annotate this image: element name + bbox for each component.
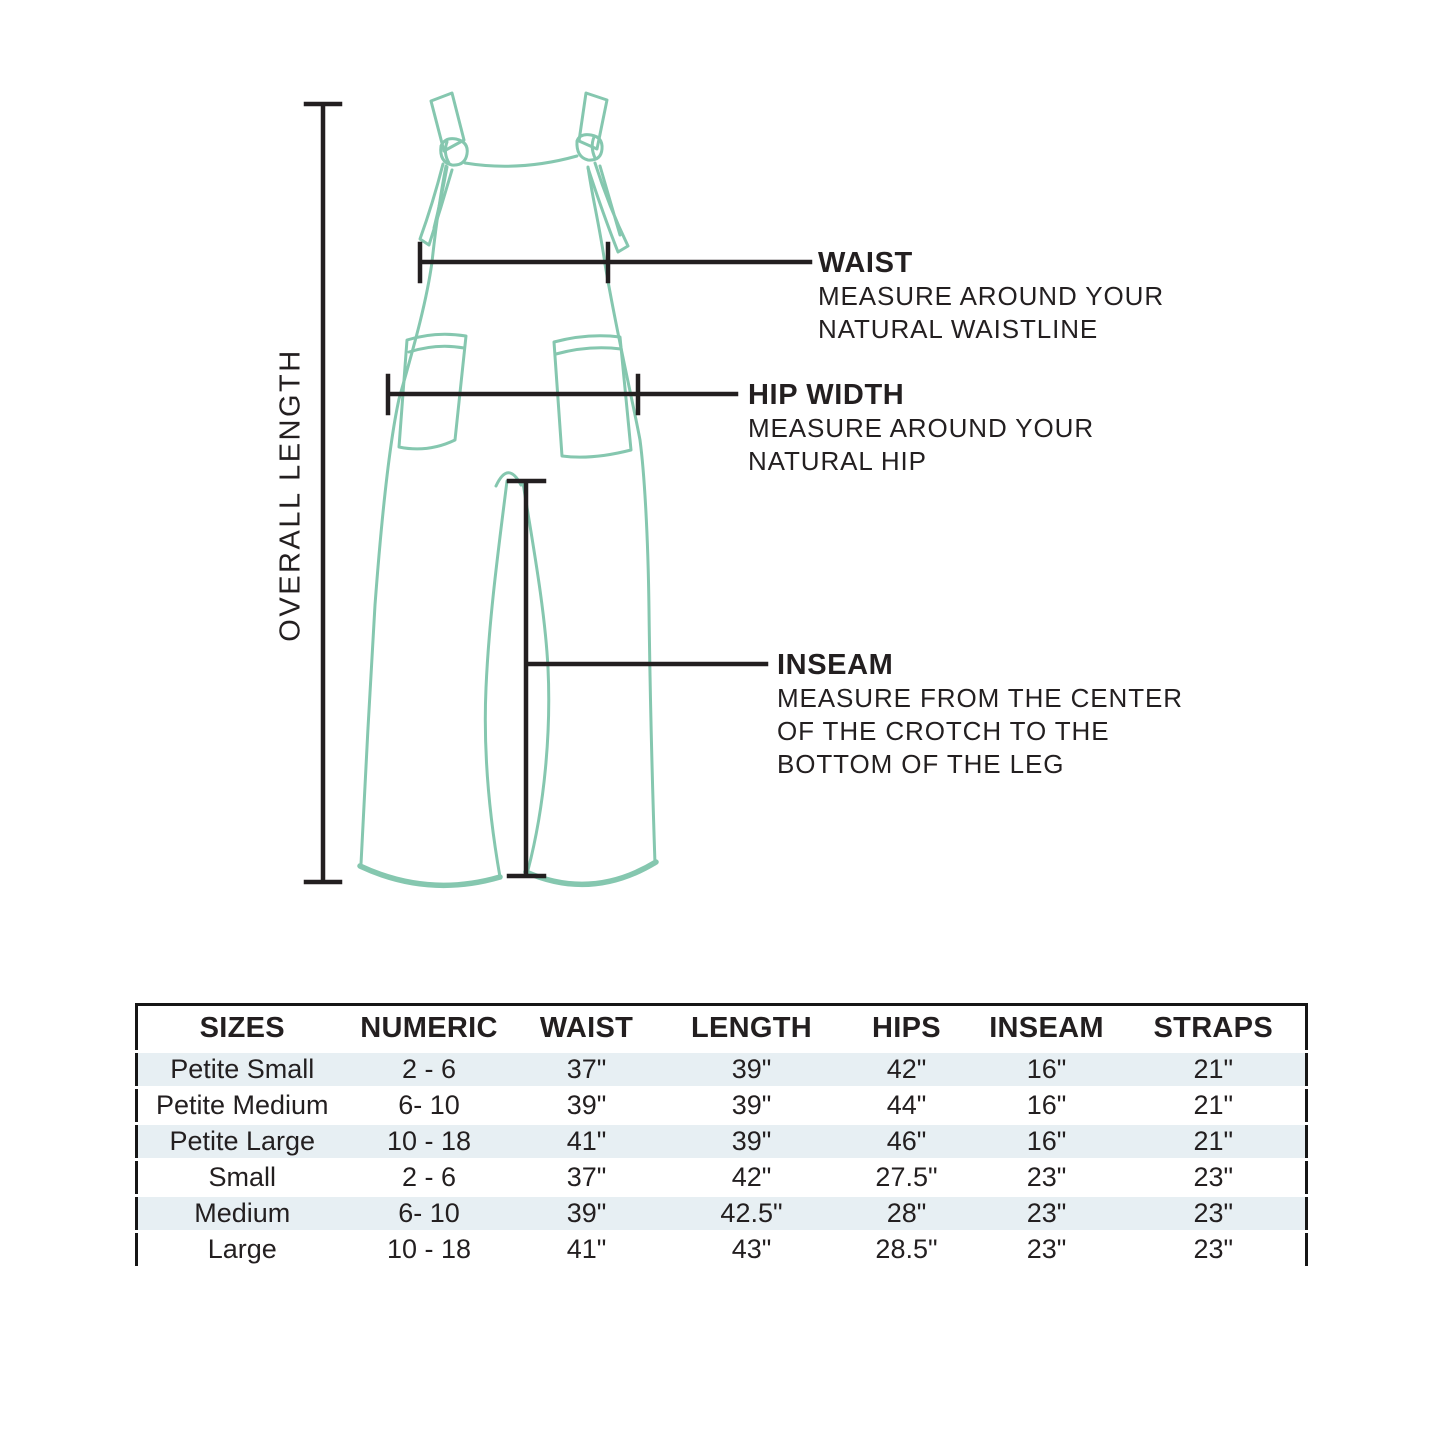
table-cell: 23"	[972, 1232, 1122, 1268]
table-row-small	[137, 1160, 1307, 1196]
overalls-drawing	[360, 93, 656, 885]
table-cell: 39"	[512, 1088, 662, 1124]
overall-length-line	[306, 104, 340, 882]
waist-annotation-title: WAIST	[818, 247, 913, 279]
table-cell: 10 - 18	[347, 1232, 512, 1268]
table-cell: Petite Medium	[137, 1088, 347, 1124]
inseam-annotation-title: INSEAM	[777, 649, 894, 681]
table-cell: 16"	[972, 1052, 1122, 1088]
table-cell: 43"	[662, 1232, 842, 1268]
left-body-outline	[361, 166, 446, 864]
table-cell: 39"	[662, 1088, 842, 1124]
table-cell: 16"	[972, 1088, 1122, 1124]
waist-annotation-text-line2: NATURAL WAISTLINE	[818, 314, 1099, 344]
column-header-straps: STRAPS	[1122, 1005, 1307, 1052]
table-cell: 23"	[972, 1196, 1122, 1232]
table-cell: 42.5"	[662, 1196, 842, 1232]
waist-annotation-text-line1: MEASURE AROUND YOUR	[818, 281, 1165, 311]
table-cell: 41"	[512, 1232, 662, 1268]
table-cell: 21"	[1122, 1088, 1307, 1124]
column-header-hips: HIPS	[842, 1005, 972, 1052]
inseam-annotation-text-line3: BOTTOM OF THE LEG	[777, 749, 1065, 779]
table-cell: 42"	[662, 1160, 842, 1196]
table-cell: 46"	[842, 1124, 972, 1160]
table-cell: Medium	[137, 1196, 347, 1232]
hip-annotation-title: HIP WIDTH	[748, 379, 905, 411]
table-cell: 16"	[972, 1124, 1122, 1160]
column-header-waist: WAIST	[512, 1005, 662, 1052]
table-cell: 39"	[662, 1052, 842, 1088]
table-cell: 23"	[1122, 1160, 1307, 1196]
bib-top-edge	[465, 156, 577, 166]
size-table-header-row	[137, 1005, 1307, 1052]
table-cell: 23"	[972, 1160, 1122, 1196]
left-pocket	[399, 334, 466, 449]
table-cell: 10 - 18	[347, 1124, 512, 1160]
table-cell: Small	[137, 1160, 347, 1196]
table-cell: 41"	[512, 1124, 662, 1160]
table-cell: 23"	[1122, 1196, 1307, 1232]
table-row-petite-medium	[137, 1088, 1307, 1124]
table-cell: 21"	[1122, 1052, 1307, 1088]
waist-annotation	[818, 246, 1164, 346]
table-cell: 27.5"	[842, 1160, 972, 1196]
column-header-length: LENGTH	[662, 1005, 842, 1052]
measurement-lines	[306, 104, 810, 882]
table-cell: 6- 10	[347, 1088, 512, 1124]
inseam-annotation-text-line1: MEASURE FROM THE CENTER	[777, 683, 1183, 713]
table-row-medium	[137, 1196, 1307, 1232]
table-cell: Large	[137, 1232, 347, 1268]
table-cell: 28"	[842, 1196, 972, 1232]
table-row-large	[137, 1232, 1307, 1268]
hip-annotation	[748, 378, 1094, 478]
table-row-petite-large	[137, 1124, 1307, 1160]
table-cell: Petite Large	[137, 1124, 347, 1160]
column-header-numeric: NUMERIC	[347, 1005, 512, 1052]
table-cell: 39"	[512, 1196, 662, 1232]
right-leg-hem	[526, 862, 656, 884]
size-table	[135, 1003, 1308, 1269]
table-cell: 23"	[1122, 1232, 1307, 1268]
column-header-sizes: SIZES	[137, 1005, 347, 1052]
overall-length-label: OVERALL LENGTH	[274, 348, 307, 642]
inseam-annotation	[777, 648, 1183, 781]
column-header-inseam: INSEAM	[972, 1005, 1122, 1052]
table-cell: 2 - 6	[347, 1052, 512, 1088]
inseam-annotation-text-line2: OF THE CROTCH TO THE	[777, 716, 1110, 746]
table-cell: 21"	[1122, 1124, 1307, 1160]
table-row-petite-small	[137, 1052, 1307, 1088]
table-cell: 6- 10	[347, 1196, 512, 1232]
left-leg-hem	[360, 866, 500, 885]
hip-line	[388, 376, 736, 413]
table-cell: 37"	[512, 1160, 662, 1196]
table-cell: 28.5"	[842, 1232, 972, 1268]
table-cell: 2 - 6	[347, 1160, 512, 1196]
right-pocket	[554, 336, 631, 457]
hip-annotation-text-line2: NATURAL HIP	[748, 446, 927, 476]
right-body-outline	[588, 167, 655, 864]
hip-annotation-text-line1: MEASURE AROUND YOUR	[748, 413, 1095, 443]
waist-line	[420, 244, 810, 281]
table-cell: 44"	[842, 1088, 972, 1124]
table-cell: 37"	[512, 1052, 662, 1088]
left-strap-knot	[441, 139, 468, 165]
table-cell: Petite Small	[137, 1052, 347, 1088]
table-cell: 39"	[662, 1124, 842, 1160]
left-leg-inner-edge	[485, 481, 507, 877]
table-cell: 42"	[842, 1052, 972, 1088]
